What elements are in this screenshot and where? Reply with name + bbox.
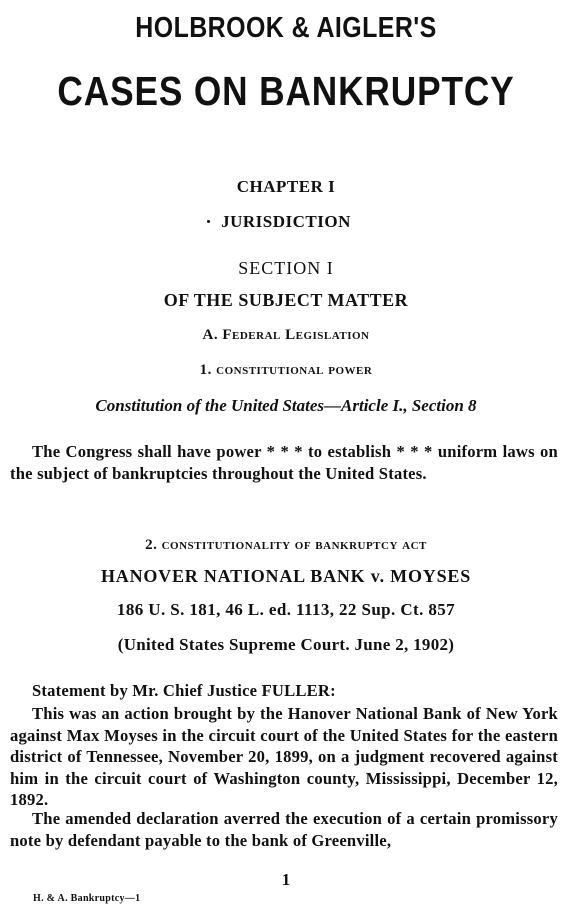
book-title: HOLBROOK & AIGLER'S <box>135 12 437 44</box>
constitution-reference: Constitution of the United States—Article I., Section 8 <box>95 396 477 415</box>
case-name: HANOVER NATIONAL BANK v. MOYSES <box>100 566 472 586</box>
statement-intro: Statement by Mr. Chief Justice FULLER: <box>32 681 336 700</box>
section-title: OF THE SUBJECT MATTER <box>163 290 409 310</box>
constitution-quote: The Congress shall have power * * * to establish * * * uniform laws on the subject of bankruptcies throughout the United States. <box>10 442 558 483</box>
body-paragraph: This was an action brought by the Hanover National Bank of New York against Max Moyses in the circuit court of the United States for the eastern district of Tennessee, November 20, 1899, on a judgment recovered against him in the circuit court of Washington county, Mississippi, December 12, 1892. <box>10 704 558 809</box>
case-citation: 186 U. S. 181, 46 L. ed. 1113, 22 Sup. Ct. 857 <box>116 600 456 619</box>
body-paragraph: The amended declaration averred the execution of a certain promissory note by defendant payable to the bank of Greenville, <box>10 809 558 850</box>
book-subtitle: CASES ON BANKRUPTCY <box>57 68 515 114</box>
page-number: 1 <box>281 870 291 889</box>
footer-signature: H. & A. Bankruptcy—1 <box>33 893 141 904</box>
chapter-label: CHAPTER I <box>236 177 336 196</box>
subheading-constitutionality: 2. constitutionality of bankruptcy act <box>145 537 427 553</box>
subheading-federal-legislation: A. Federal Legislation <box>202 327 370 343</box>
case-court: (United States Supreme Court. June 2, 1902) <box>117 635 455 654</box>
subheading-constitutional-power: 1. constitutional power <box>199 362 373 378</box>
section-label: SECTION I <box>238 258 334 278</box>
chapter-title: JURISDICTION <box>221 212 351 231</box>
